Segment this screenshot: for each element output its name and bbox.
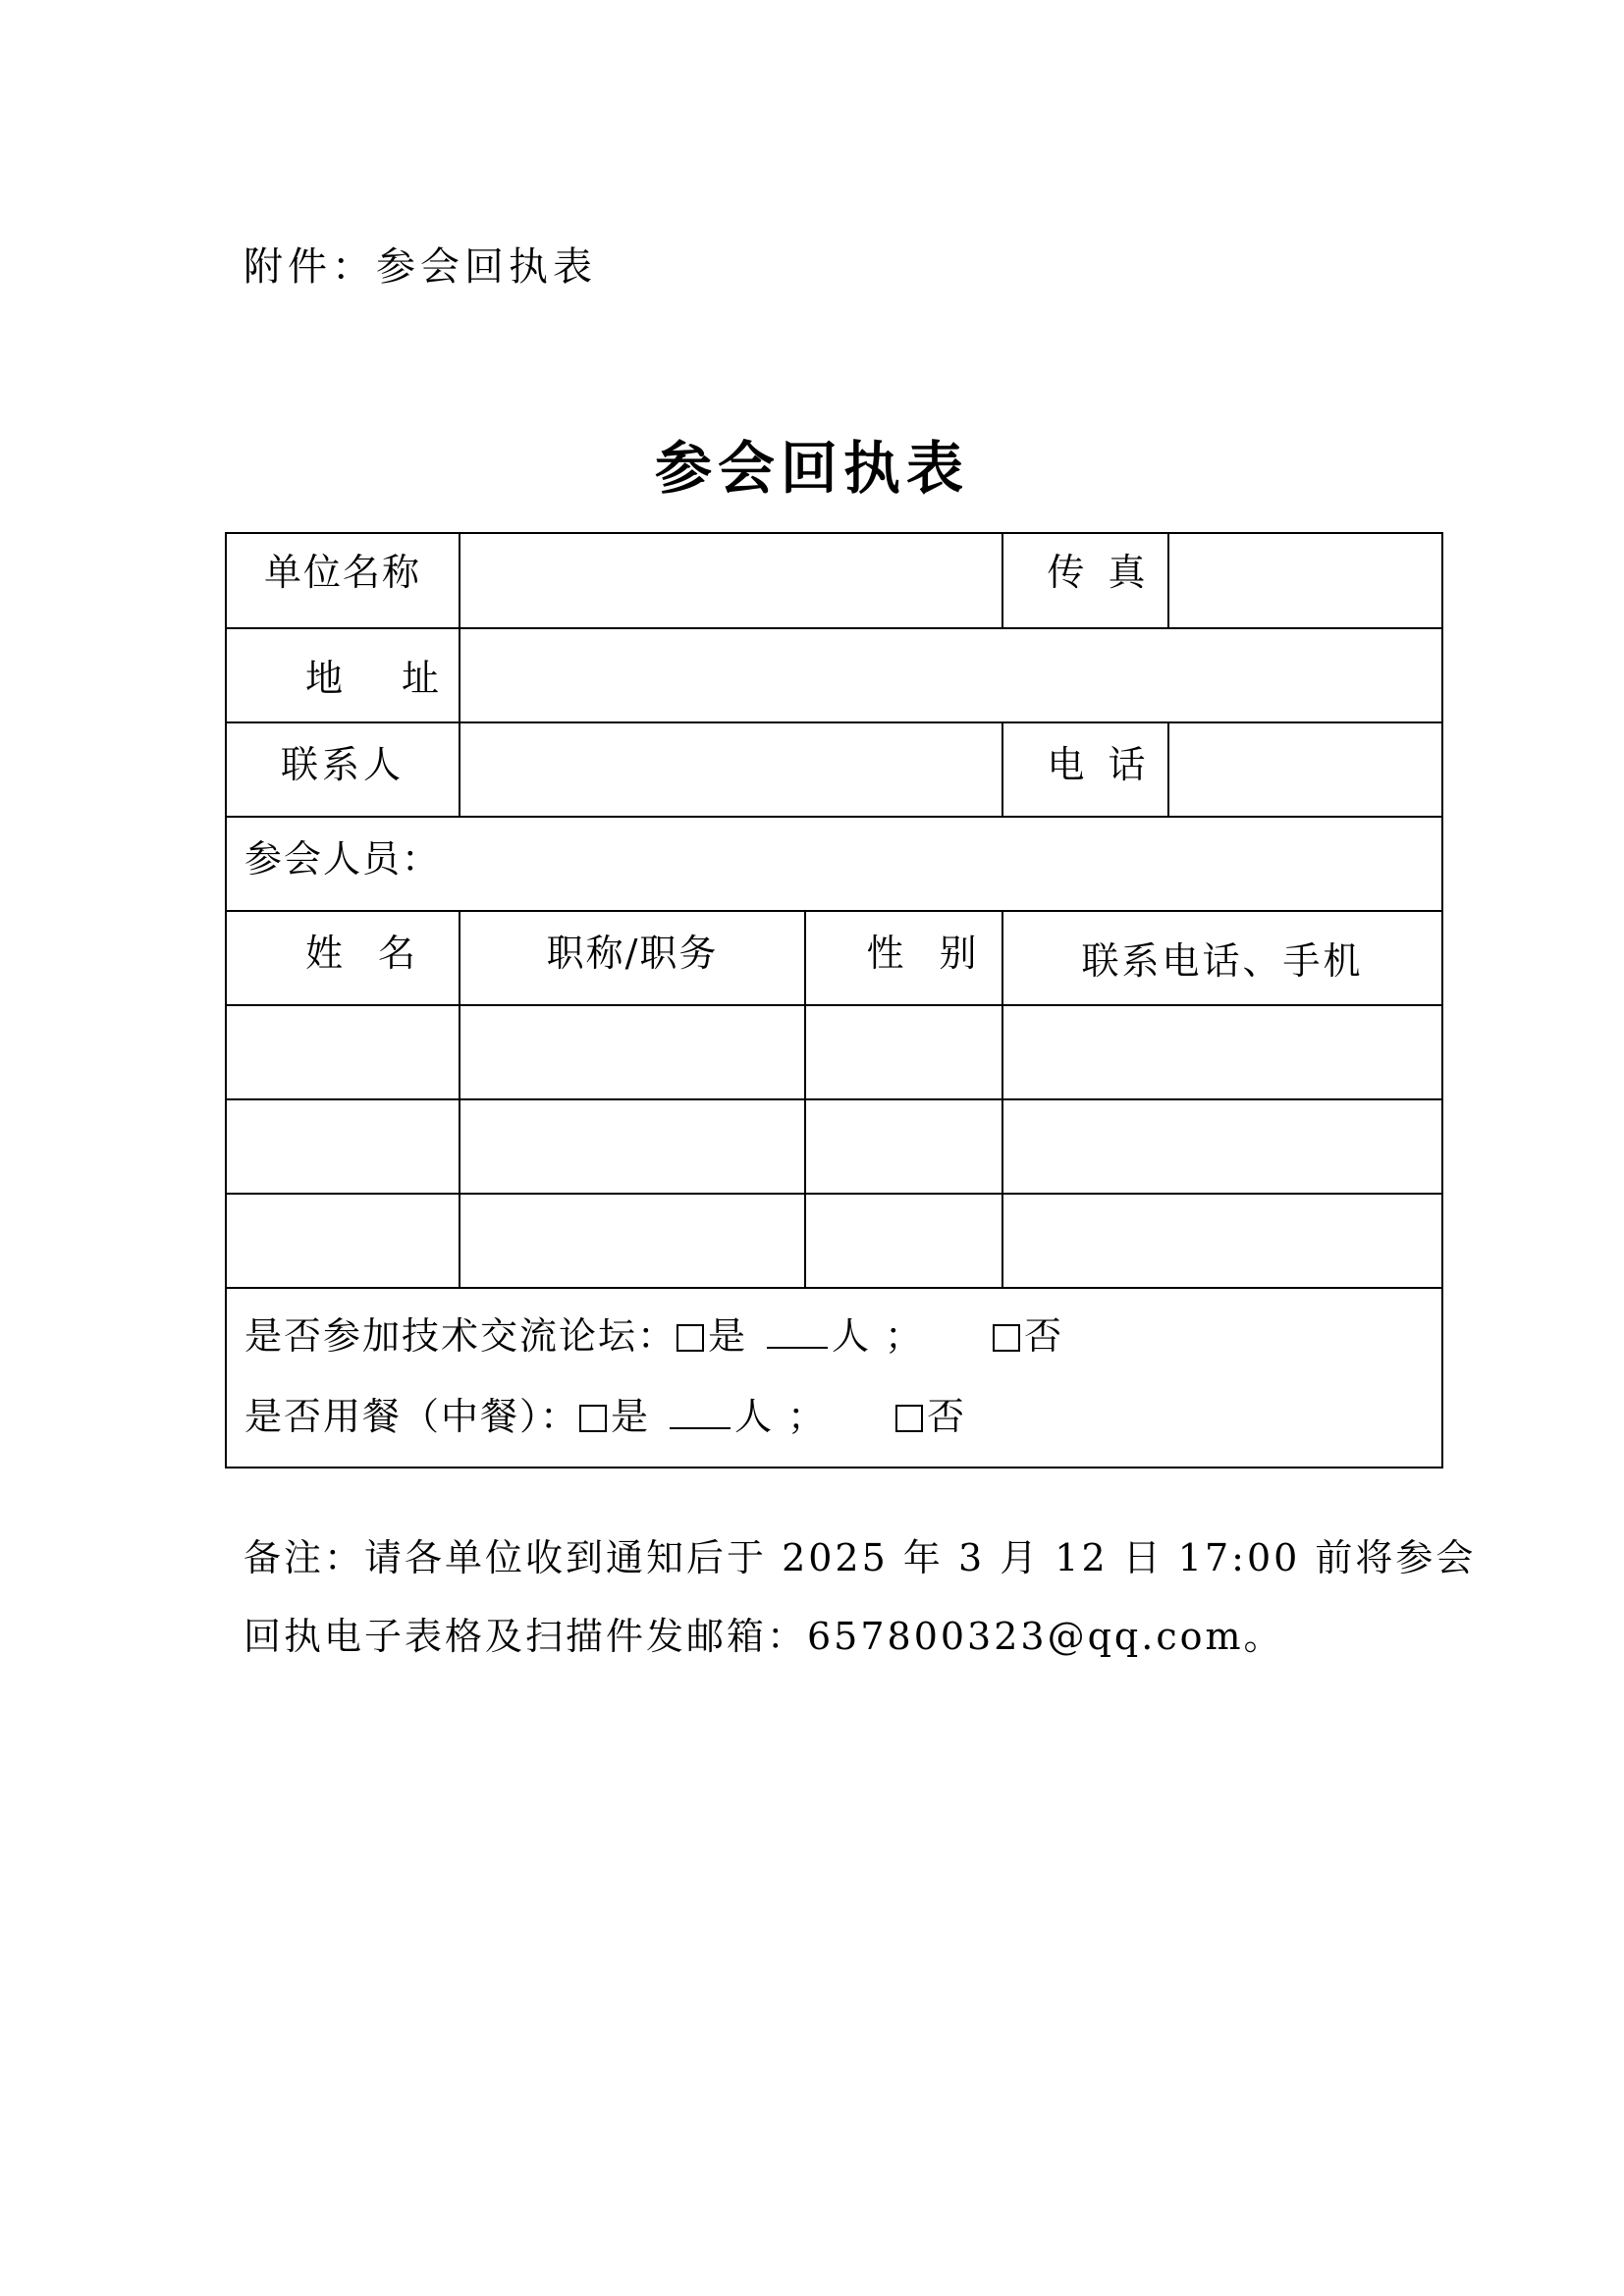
lunch-option-line [244, 1386, 966, 1440]
attendee-phone-field[interactable] [1003, 1006, 1441, 1098]
lunch-no-label: 否 [927, 1395, 967, 1438]
forum-separator: ； [885, 1314, 925, 1358]
attendee-gender-field[interactable] [806, 1100, 1001, 1193]
column-header-name: 姓名 [304, 931, 451, 975]
contact-field[interactable] [460, 723, 1001, 816]
column-header-gender: 性别 [866, 931, 1012, 975]
unit-name-label: 单位名称 [263, 550, 421, 594]
forum-yes-checkbox[interactable] [677, 1324, 704, 1352]
attendee-name-field[interactable] [227, 1006, 459, 1098]
lunch-yes-checkbox[interactable] [579, 1405, 607, 1432]
receipt-form-table [225, 532, 1443, 1468]
lunch-person-unit: 人 [734, 1395, 775, 1438]
attendee-title-field[interactable] [460, 1006, 804, 1098]
attendee-title-field[interactable] [460, 1100, 804, 1193]
attendees-label: 参会人员： [244, 836, 442, 881]
phone-field[interactable] [1169, 723, 1441, 816]
address-label: 地址 [304, 656, 498, 700]
contact-label: 联系人 [280, 742, 405, 786]
attendee-name-field[interactable] [227, 1100, 459, 1193]
lunch-no-checkbox[interactable] [895, 1405, 923, 1432]
attendee-phone-field[interactable] [1003, 1100, 1441, 1193]
attendee-title-field[interactable] [460, 1195, 804, 1287]
forum-no-checkbox[interactable] [993, 1324, 1020, 1352]
phone-label: 电话 [1047, 742, 1169, 786]
forum-no-label: 否 [1024, 1314, 1064, 1358]
column-header-title: 职称/职务 [546, 931, 719, 975]
fax-label: 传真 [1047, 550, 1169, 594]
forum-person-unit: 人 [832, 1314, 872, 1358]
forum-option-line [244, 1306, 1063, 1360]
row-divider [227, 1287, 1441, 1289]
lunch-count-field[interactable] [670, 1398, 731, 1429]
attendee-gender-field[interactable] [806, 1195, 1001, 1287]
lunch-question: 是否用餐（中餐）： [244, 1395, 580, 1438]
forum-yes-label: 是 [708, 1314, 748, 1358]
note-line-1: 备注：请各单位收到通知后于 2025 年 3 月 12 日 17:00 前将参会 [244, 1536, 1477, 1579]
forum-count-field[interactable] [767, 1317, 828, 1349]
address-field[interactable] [460, 629, 1441, 721]
page-title: 参会回执表 [654, 435, 969, 502]
lunch-separator: ； [787, 1395, 828, 1438]
forum-question: 是否参加技术交流论坛： [244, 1314, 677, 1358]
fax-field[interactable] [1169, 534, 1441, 627]
attachment-label: 附件：参会回执表 [244, 244, 597, 290]
column-header-phone: 联系电话、手机 [1081, 938, 1364, 983]
lunch-yes-label: 是 [611, 1395, 651, 1438]
unit-name-field[interactable] [460, 534, 1001, 627]
note-line-2: 回执电子表格及扫描件发邮箱：657800323@qq.com。 [244, 1615, 1284, 1658]
attendee-name-field[interactable] [227, 1195, 459, 1287]
attendee-gender-field[interactable] [806, 1006, 1001, 1098]
